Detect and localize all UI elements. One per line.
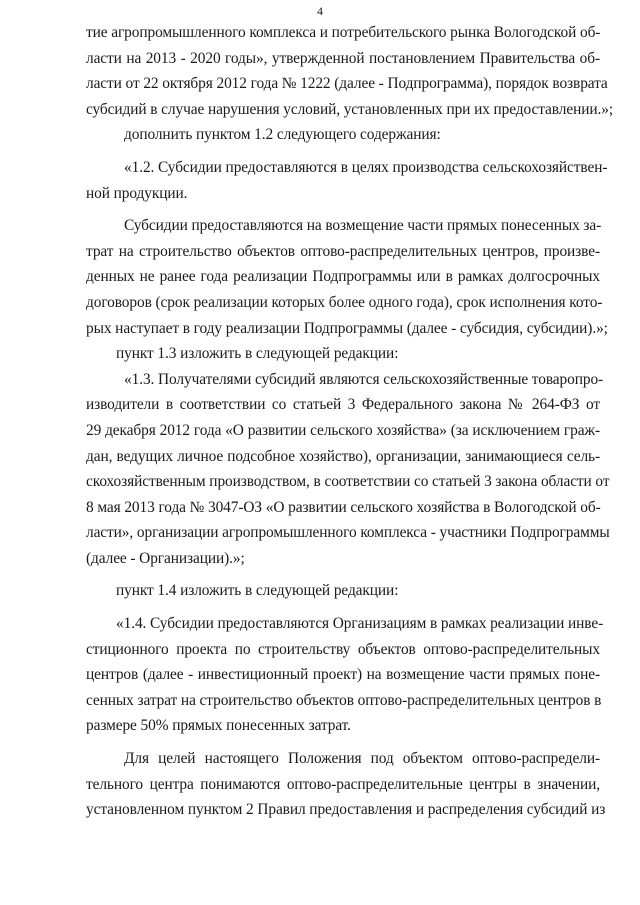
page-number: 4 bbox=[317, 4, 323, 18]
text-line: рых наступает в году реализации Подпрограммы (далее - субсидия, субсидии).»; bbox=[86, 319, 608, 337]
text-line: тие агропромышленного комплекса и потребительского рынка Вологодской об- bbox=[86, 24, 601, 41]
paragraph bbox=[86, 746, 606, 823]
text-line: субсидий в случае нарушения условий, установленных при их предоставлении.»; bbox=[86, 100, 613, 118]
text-line: пункт 1.4 изложить в следующей редакции: bbox=[116, 582, 399, 600]
text-line: «1.4. Субсидии предоставляются Организациям в рамках реализации инве- bbox=[116, 615, 604, 633]
text-line: дан, ведущих личное подсобное хозяйство), организации, занимающиеся сель- bbox=[86, 447, 600, 465]
paragraph bbox=[86, 155, 608, 206]
document-body bbox=[86, 20, 613, 823]
text-line: сенных затрат на строительство объектов оптово-распределительных центров в bbox=[86, 691, 602, 709]
text-line: денных не ранее года реализации Подпрограммы или в рамках долгосрочных bbox=[86, 268, 600, 286]
text-line: ласти на 2013 - 2020 годы», утвержденной постановлением Правительства об- bbox=[86, 49, 600, 67]
paragraph bbox=[86, 578, 600, 604]
text-line: «1.2. Субсидии предоставляются в целях производства сельскохозяйствен- bbox=[124, 158, 608, 176]
text-line: ласти от 22 октября 2012 года № 1222 (далее - Подпрограмма), порядок возврата bbox=[86, 75, 608, 93]
text-line: стиционного проекта по строительству объектов оптово-распределительных bbox=[86, 640, 600, 658]
text-line: ной продукции. bbox=[86, 184, 188, 202]
paragraph bbox=[86, 20, 613, 122]
text-line: 8 мая 2013 года № 3047-ОЗ «О развитии сельского хозяйства в Вологодской об- bbox=[86, 498, 601, 516]
text-line: установленном пунктом 2 Правил предоставления и распределения субсидий из bbox=[86, 801, 606, 819]
paragraph bbox=[86, 367, 610, 572]
text-line: договоров (срок реализации которых более одного года), срок исполнения кото- bbox=[86, 293, 603, 311]
text-line: дополнить пунктом 1.2 следующего содержания: bbox=[124, 126, 441, 144]
text-line: центров (далее - инвестиционный проект) на возмещение части прямых поне- bbox=[86, 666, 600, 684]
paragraph bbox=[86, 122, 600, 148]
text-line: (далее - Организации).»; bbox=[86, 549, 245, 567]
text-line: пункт 1.3 изложить в следующей редакции: bbox=[116, 345, 399, 363]
text-line: скохозяйственным производством, в соответствии со статьей 3 закона области от bbox=[86, 473, 610, 491]
text-line: тельного центра понимаются оптово-распределительные центры в значении, bbox=[86, 775, 600, 793]
text-line: изводители в соответствии со статьей 3 Федерального закона № 264-ФЗ от bbox=[86, 396, 600, 414]
text-line: 29 декабря 2012 года «О развитии сельского хозяйства» (за исключением граж- bbox=[86, 421, 600, 439]
text-line: Для целей настоящего Положения под объектом оптово-распредели- bbox=[124, 750, 600, 768]
paragraph bbox=[86, 341, 600, 367]
paragraph bbox=[86, 611, 604, 739]
text-line: размере 50% прямых понесенных затрат. bbox=[86, 717, 351, 735]
paragraph bbox=[86, 213, 608, 341]
text-line: ласти», организации агропромышленного комплекса - участники Подпрограммы bbox=[86, 524, 610, 542]
text-line: «1.3. Получателями субсидий являются сельскохозяйственные товаропро- bbox=[124, 370, 604, 388]
text-line: трат на строительство объектов оптово-распределительных центров, произве- bbox=[86, 242, 600, 260]
text-line: Субсидии предоставляются на возмещение части прямых понесенных за- bbox=[124, 217, 602, 235]
